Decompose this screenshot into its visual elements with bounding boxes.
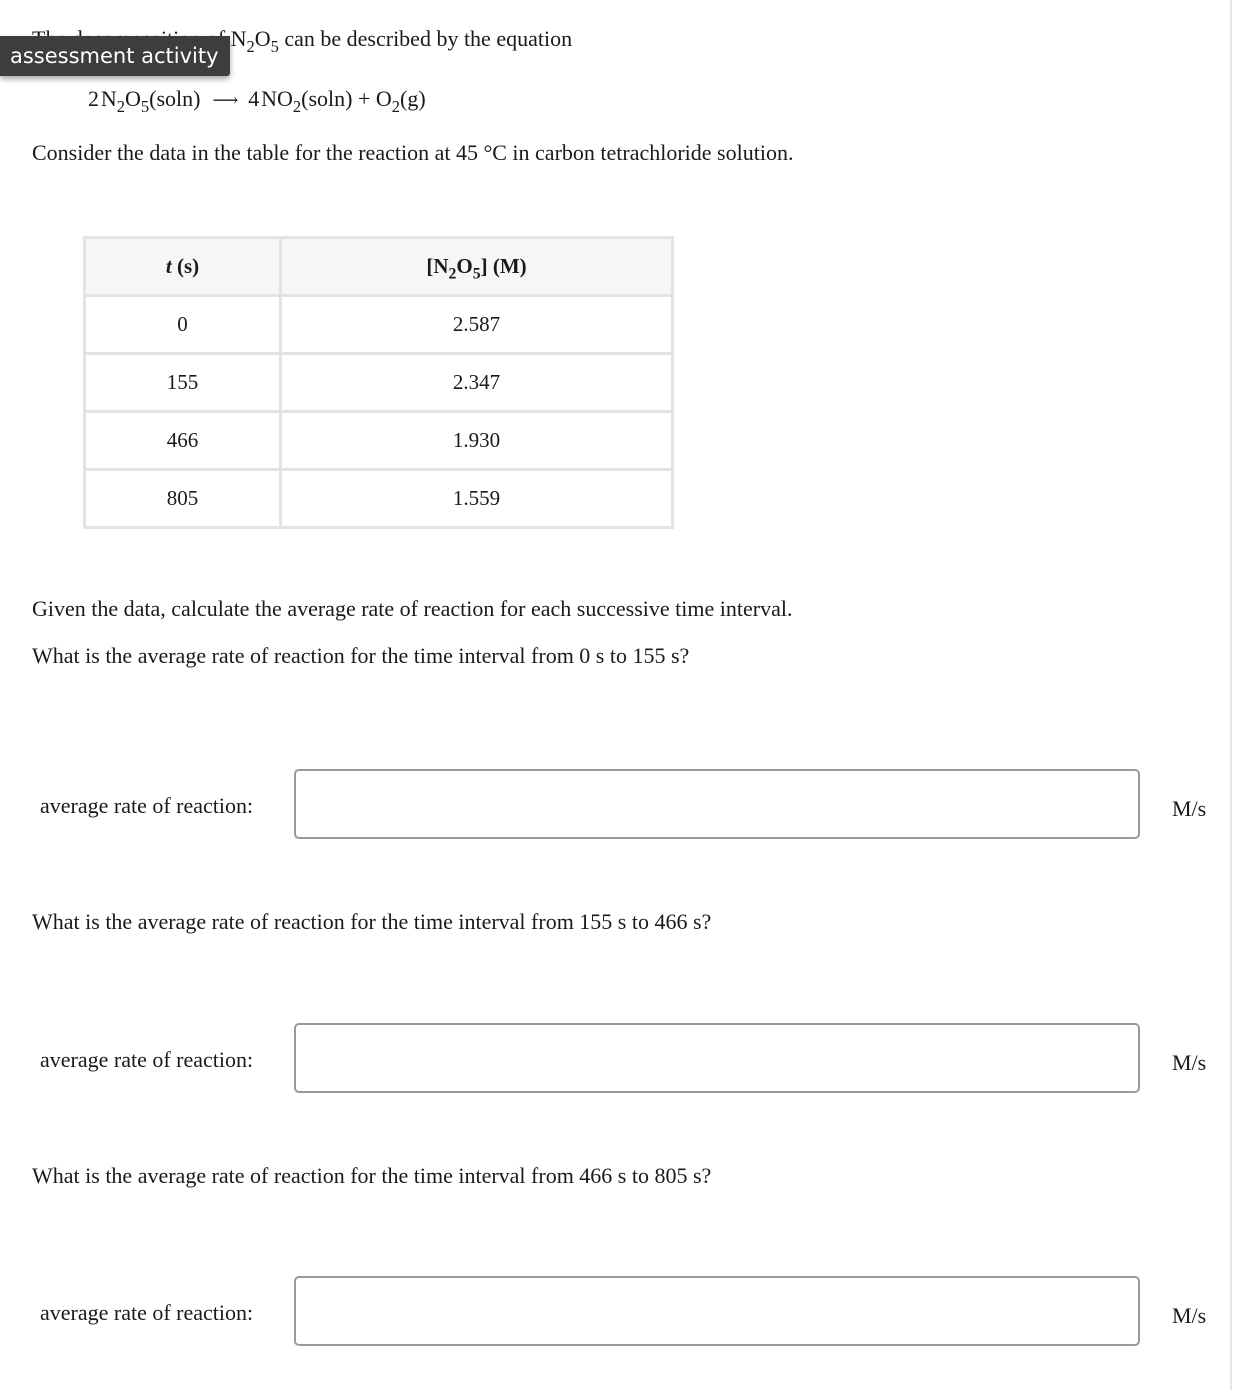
header-conc-close: ] (M) xyxy=(480,254,527,278)
cell-concentration: 2.347 xyxy=(281,354,673,412)
reactant-n: N xyxy=(100,86,117,111)
table-row xyxy=(85,296,673,354)
reactant-coefficient: 2 xyxy=(88,86,99,111)
given-instruction: Given the data, calculate the average rate of reaction for each successive time interval. xyxy=(32,596,793,621)
cell-time: 466 xyxy=(85,412,281,470)
header-time xyxy=(85,238,281,296)
header-conc-sub2: 5 xyxy=(472,265,481,283)
cell-concentration: 1.930 xyxy=(281,412,673,470)
header-conc-mid: O xyxy=(456,254,473,278)
product1-sub: 2 xyxy=(292,96,302,116)
question-2: What is the average rate of reaction for the time interval from 155 s to 466 s? xyxy=(32,909,712,934)
intro-sub-5: 5 xyxy=(270,36,279,56)
cell-time: 805 xyxy=(85,470,281,528)
table-row xyxy=(85,412,673,470)
cell-time: 155 xyxy=(85,354,281,412)
table-header-row xyxy=(85,238,673,296)
cell-concentration: 2.587 xyxy=(281,296,673,354)
answer-input-1[interactable] xyxy=(294,769,1140,839)
cell-time: 0 xyxy=(85,296,281,354)
assessment-activity-badge[interactable]: assessment activity xyxy=(0,36,230,76)
page-right-border xyxy=(1230,0,1232,1390)
product1-state: (soln) xyxy=(301,86,353,111)
reactant-n-sub: 2 xyxy=(116,96,125,116)
reactant-o: O xyxy=(124,86,141,111)
unit-label-1: M/s xyxy=(1172,796,1207,821)
product2: O xyxy=(375,86,392,111)
table-row xyxy=(85,470,673,528)
reactant-o-sub: 5 xyxy=(140,96,150,116)
kinetics-data-table xyxy=(83,236,674,529)
intro-n: N xyxy=(230,26,247,51)
consider-text: Consider the data in the table for the reaction at 45 °C in carbon tetrachloride solution. xyxy=(32,140,794,165)
unit-label-3: M/s xyxy=(1172,1303,1207,1328)
intro-tail: can be described by the equation xyxy=(278,26,573,51)
cell-concentration: 1.559 xyxy=(281,470,673,528)
answer-input-3[interactable] xyxy=(294,1276,1140,1346)
plus-sign: + xyxy=(357,86,371,111)
table-row xyxy=(85,354,673,412)
header-time-unit: (s) xyxy=(171,254,200,278)
reaction-equation xyxy=(88,86,426,116)
header-time-var: t xyxy=(165,254,172,278)
product2-sub: 2 xyxy=(391,96,401,116)
header-conc-sub1: 2 xyxy=(448,265,457,283)
answer-label-1: average rate of reaction: xyxy=(40,793,254,818)
unit-label-2: M/s xyxy=(1172,1050,1207,1075)
answer-label-3: average rate of reaction: xyxy=(40,1300,254,1325)
header-concentration xyxy=(281,238,673,296)
intro-o: O xyxy=(254,26,271,51)
product1-coefficient: 4 xyxy=(248,86,260,111)
product1: NO xyxy=(261,86,293,111)
intro-sub-2: 2 xyxy=(246,36,255,56)
answer-input-2[interactable] xyxy=(294,1023,1140,1093)
reaction-arrow-icon: ⟶ xyxy=(212,90,239,110)
question-1: What is the average rate of reaction for the time interval from 0 s to 155 s? xyxy=(32,643,690,668)
answer-label-2: average rate of reaction: xyxy=(40,1047,254,1072)
header-conc-open: [N xyxy=(426,254,449,278)
question-3: What is the average rate of reaction for the time interval from 466 s to 805 s? xyxy=(32,1163,712,1188)
product2-state: (g) xyxy=(400,86,426,111)
reactant-state: (soln) xyxy=(149,86,201,111)
